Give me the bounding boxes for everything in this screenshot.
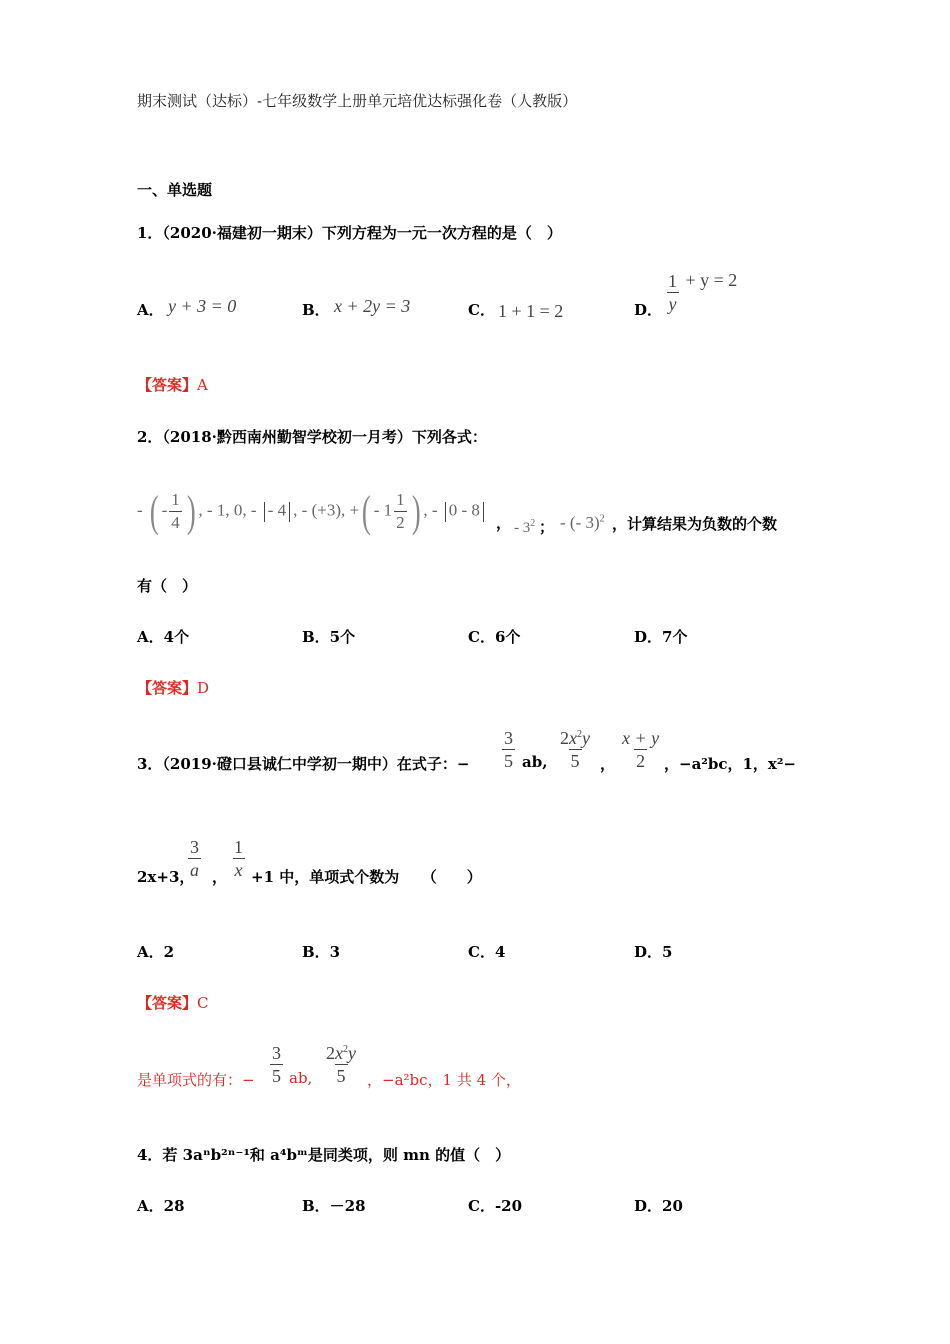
- q3-explanation-start: 是单项式的有：−: [137, 1071, 255, 1089]
- q3-stem: 3．（2019·磴口县诚仁中学初一期中）在式子：−: [137, 755, 470, 773]
- section-heading: 一、单选题: [137, 181, 213, 199]
- q3-line2-start: 2x+3，: [137, 868, 195, 886]
- q4-option-d: D．20: [634, 1197, 683, 1215]
- q1-option-b-math: x + 2y = 3: [334, 296, 411, 316]
- q3-stem-after: +1 中，单项式个数为 （ ）: [251, 868, 482, 886]
- q3-frac-2x2y-5: $\frac{2x^2y}{5}$: [560, 728, 590, 771]
- q4-stem: 4．若 3aⁿb²ⁿ⁻¹和 a⁴bᵐ是同类项，则 mn 的值（ ）: [137, 1146, 511, 1164]
- q3-option-d: D．5: [634, 943, 673, 961]
- q4-option-c: C．-20: [468, 1197, 523, 1215]
- q1-option-c-label: C．: [468, 301, 495, 319]
- q2-answer: 【答案】D: [137, 679, 210, 697]
- q2-neg-square: - (- 3)$^2$: [560, 513, 605, 532]
- q3-frac-3-5: $\frac{3}{5}$: [504, 728, 513, 771]
- q2-option-d: D．7个: [634, 628, 688, 646]
- q2-option-c: C．6个: [468, 628, 521, 646]
- q2-option-a: A．4个: [137, 628, 190, 646]
- q3-frac-xy-2: $\frac{x + y}{2}$: [622, 728, 660, 771]
- q1-answer: 【答案】A: [137, 376, 208, 394]
- q2-option-b: B．5个: [302, 628, 356, 646]
- q3-stem-mid: ，−a²bc，1，x²−: [664, 755, 796, 773]
- q2-stem: 2．（2018·黔西南州勤智学校初一月考）下列各式：: [137, 428, 487, 446]
- q3-explanation-frac-2x2y-5: $\frac{2x^2y}{5}$: [326, 1043, 356, 1086]
- q4-option-a: A．28: [137, 1197, 185, 1215]
- q3-explanation-ab: ab,: [289, 1069, 313, 1087]
- q3-option-a: A．2: [137, 943, 175, 961]
- q3-option-c: C．4: [468, 943, 506, 961]
- q3-comma-2: ，: [212, 868, 228, 886]
- q1-option-c-math: 1 + 1 = 2: [498, 301, 564, 321]
- q3-explanation-frac-3-5: $\frac{3}{5}$: [272, 1043, 281, 1086]
- q1-option-a-label: A．: [137, 301, 164, 319]
- q3-frac-3-a: $\frac{3}{a}$: [190, 837, 199, 880]
- q3-ab-text: ab,: [522, 753, 548, 771]
- q3-frac-1-x: $\frac{1}{x}$: [234, 837, 243, 880]
- q1-option-d-label: D．: [634, 301, 663, 319]
- q2-stem-line2: 有（ ）: [137, 577, 198, 595]
- q3-answer: 【答案】C: [137, 994, 209, 1012]
- q1-option-a-math: y + 3 = 0: [168, 296, 237, 316]
- q3-comma-1: ，: [600, 755, 616, 773]
- q2-comma: ，: [496, 514, 512, 532]
- q2-neg-power: - $3^2$ ；: [514, 518, 555, 536]
- q2-expression-list: - ( - $\frac{1}{4}$ ) , - 1, 0, - - 4 , - (+3), +( - 1 $\frac{1}{2}$ ) , - 0 - 8: [137, 486, 487, 537]
- q4-option-b: B．－28: [302, 1197, 366, 1215]
- q3-explanation-end: ，−a²bc，1 共 4 个，: [367, 1071, 521, 1089]
- q2-stem-tail: ，计算结果为负数的个数: [612, 515, 778, 533]
- q1-option-d-math: $\frac{1}{y}$ + y = 2: [668, 270, 738, 314]
- q1-option-b-label: B．: [302, 301, 330, 319]
- q3-option-b: B．3: [302, 943, 341, 961]
- q1-stem: 1．（2020·福建初一期末）下列方程为一元一次方程的是（ ）: [137, 224, 562, 242]
- page-title: 期末测试（达标）-七年级数学上册单元培优达标强化卷（人教版）: [137, 92, 578, 110]
